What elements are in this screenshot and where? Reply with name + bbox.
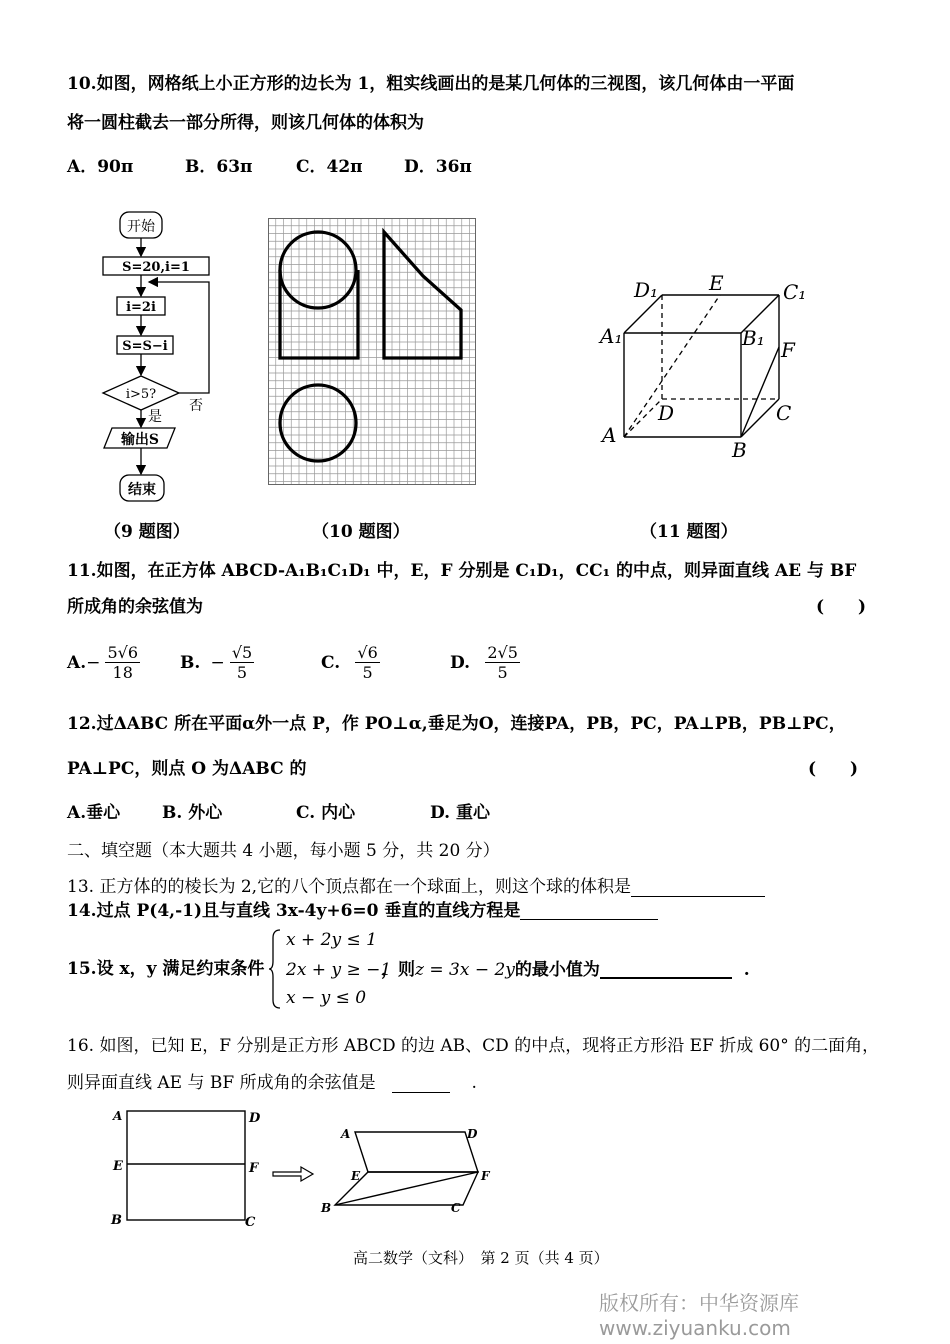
fold-label-d: D [249,1111,261,1126]
q15-suffix: 的最小值为 [514,960,600,980]
fold3d-label-c: C [451,1201,461,1215]
q15-prefix: 15.设 x，y 满足约束条件 [67,959,265,979]
q10-line2: 将一圆柱截去一部分所得，则该几何体的体积为 [67,113,424,133]
q12-option-b: B. 外心 [162,803,223,823]
caption-fig9: （9 题图） [104,522,190,542]
q15-constraint-2: 2x + y ≥ −1 [286,960,392,980]
cube-label-f: F [781,338,795,362]
q11-option-b [180,643,254,684]
q10-option-c: C．42π [296,157,363,177]
q11-option-a-label: A. [67,652,87,673]
fold-label-b: B [111,1213,122,1228]
q11-line2: 所成角的余弦值为 [67,597,203,617]
section-2-heading: 二、填空题（本大题共 4 小题，每小题 5 分，共 20 分） [67,841,500,861]
watermark: 版权所有：中华资源库 www.ziyuanku.com [599,1291,799,1340]
cube-label-b: B [732,438,747,462]
q15-constraint-3: x − y ≤ 0 [286,988,367,1008]
q11-option-a [67,643,140,684]
q16-line1: 16. 如图，已知 E，F 分别是正方形 ABCD 的边 AB、CD 的中点，现将正方形沿 EF 折成 60° 的二面角， [67,1036,880,1056]
q11-option-a-sign: − [86,652,101,673]
cube-figure [596,265,816,465]
q10-line1: 10.如图，网格纸上小正方形的边长为 1，粗实线画出的是某几何体的三视图，该几何体由一平面 [67,74,795,94]
q10-option-a: A．90π [67,157,134,177]
q16-line2-wrap [67,1068,477,1093]
q10-option-b: B．63π [185,157,253,177]
q11-option-c-num: √6 [357,643,378,662]
flow-end: 结束 [128,482,156,498]
q12-option-a: A.垂心 [67,803,121,823]
q11-option-a-den: 18 [112,663,133,683]
fold3d-label-d: D [467,1127,478,1141]
flow-yes: 是 [148,409,162,425]
q16-line2: 则异面直线 AE 与 BF 所成角的余弦值是 [67,1073,376,1093]
q12-line1: 12.过ΔABC 所在平面α外一点 P，作 PO⊥α,垂足为O，连接PA，PB，PC，PA⊥PB，PB⊥PC， [67,714,846,734]
q14-answer-blank[interactable] [520,903,658,920]
q11-option-c [321,643,380,684]
fold-label-c: C [245,1215,256,1230]
cube-label-b1: B₁ [742,326,765,350]
q16-answer-blank[interactable] [392,1076,450,1093]
cube-label-c: C [776,401,792,425]
flow-init: S=20,i=1 [122,260,190,275]
caption-fig11: （11 题图） [640,522,738,542]
fold3d-label-a: A [341,1127,351,1141]
fold-label-f: F [249,1161,259,1176]
q15-mid: ，则 [381,960,415,980]
q11-paren: ( ) [816,597,867,617]
flow-step1: i=2i [126,300,156,315]
q14-text: 14.过点 P(4,-1)且与直线 3x-4y+6=0 垂直的直线方程是 [67,901,521,921]
q11-option-b-num: √5 [231,643,253,662]
front-view-body [280,270,358,358]
fold3d-label-f: F [481,1169,490,1183]
cube-label-d: D [658,401,675,425]
q11-option-b-label: B. [180,652,201,673]
grid-lines [268,218,476,485]
q15-answer-blank[interactable] [600,961,732,979]
q10-option-d: D．36π [404,157,472,177]
q15-end: . [743,960,750,980]
caption-fig10: （10 题图） [312,522,410,542]
q11-line1: 11.如图，在正方体 ABCD-A₁B₁C₁D₁ 中，E，F 分别是 C₁D₁，CC₁ 的中点，则异面直线 AE 与 BF [67,561,857,581]
cube-label-a: A [602,423,617,447]
flow-step2: S=S−i [122,339,168,354]
cube-label-d1: D₁ [634,278,659,302]
fold3d-label-e: E [351,1169,361,1183]
flowchart-figure [95,205,225,510]
q13 [67,872,765,897]
fold-label-a: A [113,1109,123,1123]
q11-option-a-num: 5√6 [107,643,139,662]
q11-option-c-label: C. [321,652,341,673]
flow-start: 开始 [127,219,155,235]
three-view-figure [268,218,476,485]
q15-rest [381,961,750,979]
q12-line2: PA⊥PC，则点 O 为ΔABC 的 [67,759,307,779]
q11-option-d-num: 2√5 [487,643,518,662]
flow-output: 输出S [120,432,160,448]
q15-constraint-1: x + 2y ≤ 1 [286,930,377,950]
flow-no: 否 [189,398,203,414]
q14 [67,903,658,920]
side-view [384,232,461,358]
q11-option-c-den: 5 [362,663,373,683]
q12-option-c: C. 内心 [296,803,356,823]
q12-paren: ( ) [808,759,859,779]
q11-option-b-den: 5 [236,663,248,683]
q11-option-b-sign: − [210,652,225,673]
q11-option-d [450,643,520,684]
q13-answer-blank[interactable] [631,880,765,897]
cube-label-e: E [709,271,724,295]
q12-option-d: D. 重心 [430,803,490,823]
cube-label-c1: C₁ [783,280,807,304]
flow-cond: i>5? [125,387,157,402]
q13-text: 13. 正方体的的棱长为 2,它的八个顶点都在一个球面上，则这个球的体积是 [67,877,632,897]
cube-label-a1: A₁ [600,324,623,348]
q11-option-d-den: 5 [497,663,508,683]
page-footer: 高二数学（文科） 第 2 页（共 4 页） [353,1249,609,1267]
fold-label-e: E [113,1159,123,1174]
fold3d-label-b: B [321,1201,332,1215]
q11-option-d-label: D. [450,652,471,673]
q16-end: . [471,1073,477,1093]
fold-figure [105,1102,505,1232]
q15-expr: z = 3x − 2y [415,960,515,980]
q15-brace [268,928,282,1010]
